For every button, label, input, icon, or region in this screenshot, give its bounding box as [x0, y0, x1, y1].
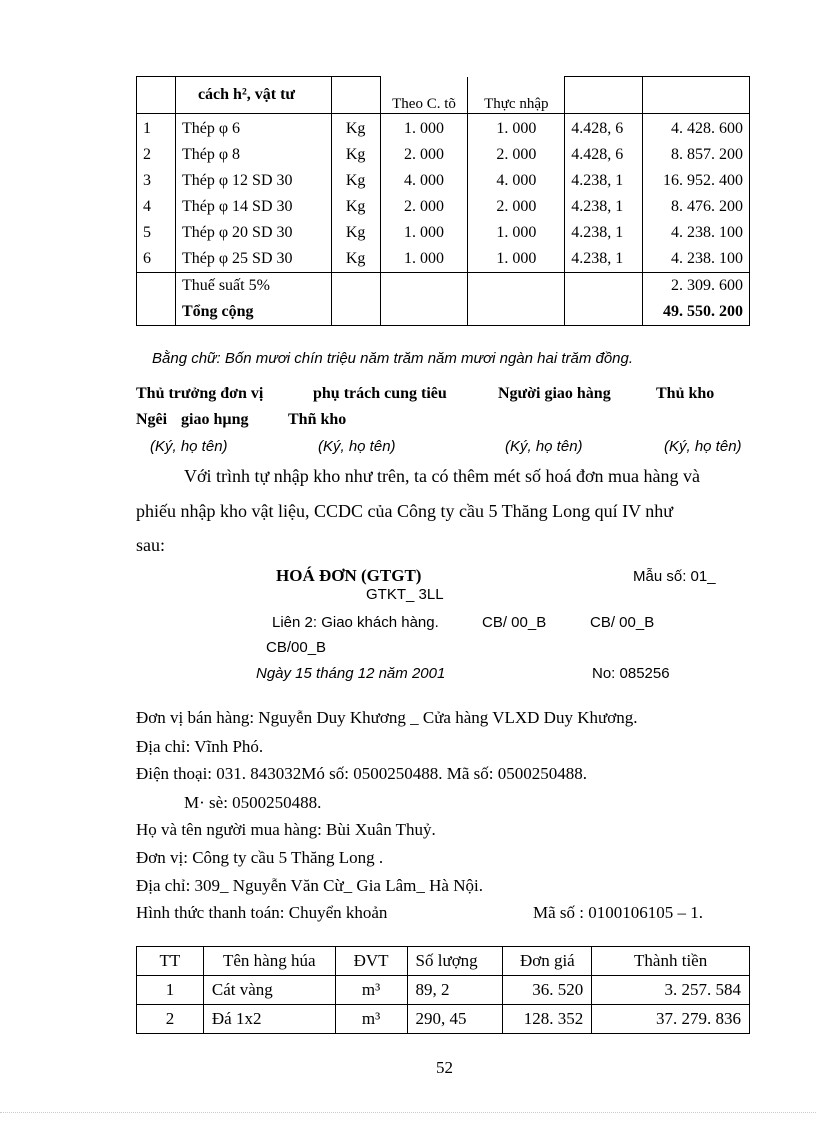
table-header-row: [137, 77, 750, 114]
page-bottom-rule: [0, 1112, 816, 1113]
table-footer-row: [137, 273, 750, 326]
signature-role-supply: phụ trách cung tiêu: [313, 385, 447, 402]
header-thuc: Thực nhập: [468, 77, 565, 114]
tax-label: Thuế suất 5%: [181, 277, 270, 294]
total-label: Tổng cộng: [181, 303, 254, 320]
signature-role-director: Thủ trưởng đơn vị: [136, 385, 264, 402]
invoice-series-2: CB/ 00_B: [590, 614, 655, 631]
amount-column: 4. 428. 600 8. 857. 200 16. 952. 400 8. 476. 200 4. 238. 100 4. 238. 100: [643, 114, 750, 273]
invoice-copy: Liên 2: Giao khách hàng.: [272, 614, 439, 631]
seller-code: M· sè: 0500250488.: [184, 793, 322, 812]
payment-method: Hình thức thanh toán: Chuyển khoản: [136, 903, 388, 922]
header-name: cách h², vật tư: [175, 77, 331, 114]
unit-column: Kg Kg Kg Kg Kg Kg: [331, 114, 380, 273]
invoice-form-code: GTKT_ 3LL: [366, 586, 444, 603]
paragraph-line-3: sau:: [136, 535, 165, 555]
header-theo: Theo C. tõ: [380, 77, 468, 114]
name-column: Thép φ 6 Thép φ 8 Thép φ 12 SD 30 Thép φ 14 SD 30 Thép φ 20 SD 30 Thép φ 25 SD 30: [175, 114, 331, 273]
materials-table: [136, 76, 750, 326]
stt-column: 1 2 3 4 5 6: [137, 114, 176, 273]
total-amount: 49. 550. 200: [663, 303, 743, 320]
table-row: 2 Đá 1x2 m³ 290, 45 128. 352 37. 279. 836: [137, 1005, 750, 1034]
signature-note-1: (Ký, họ tên): [150, 438, 228, 455]
col-price: Đơn giá: [503, 947, 592, 976]
signature-role-storekeeper: Thủ kho: [656, 385, 715, 402]
theo-column: 1. 000 2. 000 4. 000 2. 000 1. 000 1. 000: [380, 114, 468, 273]
page-number: 52: [436, 1058, 453, 1077]
seller-line: Đơn vị bán hàng: Nguyễn Duy Khương _ Cửa hàng VLXD Duy Khương.: [136, 708, 638, 727]
thuc-column: 1. 000 2. 000 4. 000 2. 000 1. 000 1. 000: [468, 114, 565, 273]
invoice-series-1: CB/ 00_B: [482, 614, 547, 631]
col-qty: Số lượng: [407, 947, 503, 976]
signature-role-garbled-2: giao hµng: [181, 411, 249, 428]
signature-role-deliverer: Người giao hàng: [498, 385, 611, 402]
table-header-row: [137, 947, 750, 976]
col-amount: Thành tiền: [592, 947, 750, 976]
col-name: Tên hàng húa: [203, 947, 335, 976]
seller-address: Địa chỉ: Vĩnh Phó.: [136, 737, 264, 756]
paragraph-line-1: Với trình tự nhập kho như trên, ta có thêm mét số hoá đơn mua hàng và: [184, 466, 700, 486]
buyer-address: Địa chỉ: 309_ Nguyễn Văn Cừ_ Gia Lâm_ Hà Nội.: [136, 876, 483, 895]
invoice-form-no: Mẫu số: 01_: [633, 568, 716, 585]
tax-amount: 2. 309. 600: [671, 277, 743, 294]
signature-note-4: (Ký, họ tên): [664, 438, 742, 455]
invoice-series-3: CB/00_B: [266, 639, 327, 656]
buyer-name: Họ và tên người mua hàng: Bùi Xuân Thuỷ.: [136, 820, 436, 839]
buyer-unit: Đơn vị: Công ty cầu 5 Thăng Long .: [136, 848, 384, 867]
signature-role-garbled-3: Thñ kho: [288, 411, 347, 428]
col-tt: TT: [137, 947, 204, 976]
invoice-title: HOÁ ĐƠN (GTGT): [276, 566, 422, 585]
table-body: [137, 114, 750, 273]
invoice-items-table: [136, 946, 750, 1034]
price-column: 4.428, 6 4.428, 6 4.238, 1 4.238, 1 4.238, 1 4.238, 1: [565, 114, 643, 273]
paragraph-line-2: phiếu nhập kho vật liệu, CCDC của Công ty cầu 5 Thăng Long quí IV như: [136, 501, 674, 521]
buyer-tax-code: Mã số : 0100106105 – 1.: [533, 903, 703, 922]
invoice-number: No: 085256: [592, 665, 670, 682]
invoice-date: Ngày 15 tháng 12 năm 2001: [256, 665, 446, 682]
col-unit: ĐVT: [335, 947, 407, 976]
signature-note-3: (Ký, họ tên): [505, 438, 583, 455]
signature-note-2: (Ký, họ tên): [318, 438, 396, 455]
table-row: 1 Cát vàng m³ 89, 2 36. 520 3. 257. 584: [137, 976, 750, 1005]
amount-in-words: Bằng chữ: Bốn mươi chín triệu năm trăm năm mươi ngàn hai trăm đồng.: [152, 350, 634, 367]
seller-phone: Điện thoại: 031. 843032Mó số: 0500250488. Mã số: 0500250488.: [136, 764, 587, 783]
signature-role-garbled-1: Ngêi: [136, 411, 168, 428]
